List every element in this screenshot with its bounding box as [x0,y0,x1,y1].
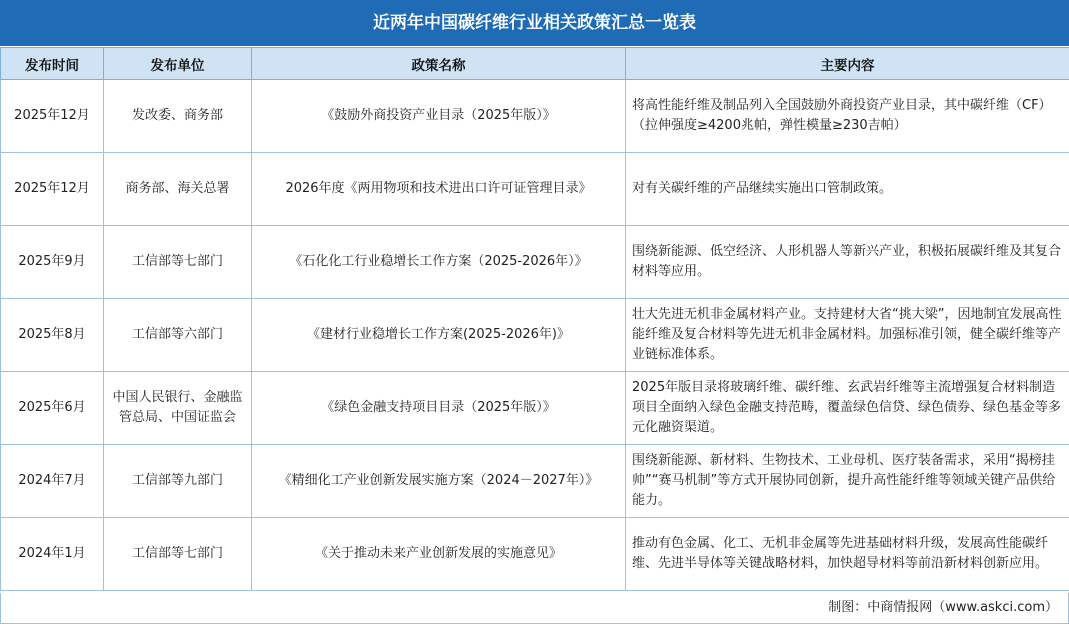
table-row [1,518,1069,591]
cell-date: 2025年6月 [1,372,104,445]
cell-policy: 《建材行业稳增长工作方案(2025-2026年)》 [252,299,626,372]
policy-table [0,47,1069,591]
cell-policy: 《鼓励外商投资产业目录（2025年版）》 [252,80,626,153]
cell-content: 将高性能纤维及制品列入全国鼓励外商投资产业目录，其中碳纤维（CF）（拉伸强度≥4200兆帕，弹性模量≥230吉帕） [626,80,1069,153]
header-content: 主要内容 [626,48,1069,80]
cell-date: 2025年12月 [1,80,104,153]
table-row [1,372,1069,445]
table-row [1,299,1069,372]
cell-policy: 2026年度《两用物项和技术进出口许可证管理目录》 [252,153,626,226]
cell-content: 推动有色金属、化工、无机非金属等先进基础材料升级，发展高性能碳纤维、先进半导体等关键战略材料，加快超导材料等前沿新材料创新应用。 [626,518,1069,591]
cell-content: 围绕新能源、新材料、生物技术、工业母机、医疗装备需求，采用“揭榜挂帅”“赛马机制”等方式开展协同创新，提升高性能纤维等领域关键产品供给能力。 [626,445,1069,518]
cell-content: 围绕新能源、低空经济、人形机器人等新兴产业，积极拓展碳纤维及其复合材料等应用。 [626,226,1069,299]
cell-org: 工信部等七部门 [104,518,252,591]
cell-date: 2025年9月 [1,226,104,299]
table-title: 近两年中国碳纤维行业相关政策汇总一览表 [0,0,1069,46]
cell-org: 工信部等六部门 [104,299,252,372]
header-org: 发布单位 [104,48,252,80]
cell-content: 对有关碳纤维的产品继续实施出口管制政策。 [626,153,1069,226]
table-row [1,226,1069,299]
cell-date: 2024年1月 [1,518,104,591]
cell-date: 2024年7月 [1,445,104,518]
header-policy: 政策名称 [252,48,626,80]
cell-date: 2025年12月 [1,153,104,226]
cell-org: 发改委、商务部 [104,80,252,153]
table-row [1,445,1069,518]
source-footer: 制图：中商情报网（www.askci.com） [0,593,1069,624]
cell-content: 壮大先进无机非金属材料产业。支持建材大省“挑大梁”，因地制宜发展高性能纤维及复合材料等先进无机非金属材料。加强标准引领，健全碳纤维等产业链标准体系。 [626,299,1069,372]
cell-org: 商务部、海关总署 [104,153,252,226]
cell-date: 2025年8月 [1,299,104,372]
cell-policy: 《绿色金融支持项目目录（2025年版）》 [252,372,626,445]
cell-content: 2025年版目录将玻璃纤维、碳纤维、玄武岩纤维等主流增强复合材料制造项目全面纳入绿色金融支持范畴，覆盖绿色信贷、绿色债券、绿色基金等多元化融资渠道。 [626,372,1069,445]
header-row [1,48,1069,80]
table-row [1,153,1069,226]
cell-org: 工信部等七部门 [104,226,252,299]
cell-policy: 《精细化工产业创新发展实施方案（2024－2027年）》 [252,445,626,518]
cell-org: 中国人民银行、金融监管总局、中国证监会 [104,372,252,445]
table-row [1,80,1069,153]
cell-policy: 《关于推动未来产业创新发展的实施意见》 [252,518,626,591]
cell-policy: 《石化化工行业稳增长工作方案（2025-2026年）》 [252,226,626,299]
header-date: 发布时间 [1,48,104,80]
cell-org: 工信部等九部门 [104,445,252,518]
